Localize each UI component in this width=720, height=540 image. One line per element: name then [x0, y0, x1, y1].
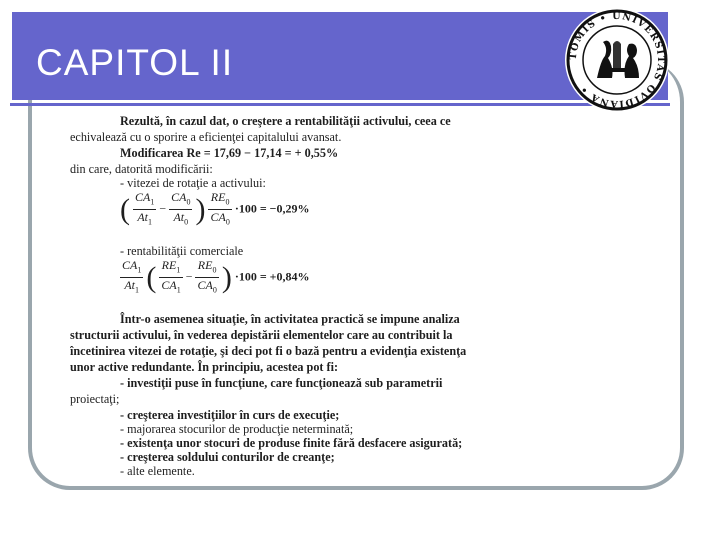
- doc-line: unor active redundante. În principiu, acestea pot fi:: [70, 360, 339, 374]
- doc-line: - alte elemente.: [120, 464, 195, 476]
- formula-result: ·100 = −0,29%: [234, 201, 310, 216]
- doc-line: - rentabilităţii comerciale: [120, 244, 244, 258]
- formula-result: ·100 = +0,84%: [234, 269, 310, 284]
- page-title: CAPITOL II: [36, 42, 234, 83]
- fraction: $\frac{CA_0}{At_0}$: [171, 190, 191, 227]
- doc-line: echivalează cu o sporire a eficienţei capitalului avansat.: [70, 130, 342, 144]
- university-seal: [565, 8, 669, 112]
- fraction: $\frac{CA_1}{At_1}$: [135, 190, 155, 227]
- seal-logo-icon: [565, 8, 669, 112]
- fraction: $\frac{RE_1}{CA_1}$: [161, 258, 181, 295]
- formula-rotation: ( $\frac{CA_1}{At_1}$ − $\frac{CA_0}{At_0}$ ) $\frac{RE_0}{CA_0}$ ·100 = −0,29%: [120, 190, 310, 230]
- fraction: $\frac{CA_1}{At_1}$: [122, 258, 142, 295]
- doc-line: proiectaţi;: [70, 392, 120, 406]
- document-scan: [70, 108, 592, 476]
- doc-line: - vitezei de rotaţie a activului:: [120, 176, 266, 190]
- doc-line: Rezultă, în cazul dat, o creştere a rentabilităţii activului, ceea ce: [120, 114, 451, 128]
- doc-line: - creşterea investiţiilor în curs de execuţie;: [120, 408, 340, 422]
- fraction: $\frac{RE_0}{CA_0}$: [197, 258, 217, 295]
- doc-line: Într-o asemenea situaţie, în activitatea practică se impune analiza: [120, 312, 460, 326]
- doc-line: structurii activului, în vederea depistării elementelor care au contribuit la: [70, 328, 453, 342]
- doc-line: - creşterea soldului conturilor de creanţe;: [120, 450, 335, 464]
- doc-line: - majorarea stocurilor de producţie neterminată;: [120, 422, 354, 436]
- doc-line: încetinirea vitezei de rotaţie, şi deci pot fi o bază pentru a evidenţia existenţa: [70, 344, 467, 358]
- doc-line: - investiţii puse în funcţiune, care funcţionează sub parametrii: [120, 376, 443, 390]
- doc-line: Modificarea Re = 17,69 − 17,14 = + 0,55%: [120, 146, 339, 160]
- formula-commercial: $\frac{CA_1}{At_1}$ ( $\frac{RE_1}{CA_1}$ − $\frac{RE_0}{CA_0}$ ) ·100 = +0,84%: [120, 258, 310, 298]
- seal-text: TOMIS • UNIVERSITAS OVIDIANA •: [567, 10, 667, 110]
- doc-line: - existenţa unor stocuri de produse finite fără desfacere asigurată;: [120, 436, 463, 450]
- doc-line: din care, datorită modificării:: [70, 162, 213, 176]
- fraction: $\frac{RE_0}{CA_0}$: [210, 190, 230, 227]
